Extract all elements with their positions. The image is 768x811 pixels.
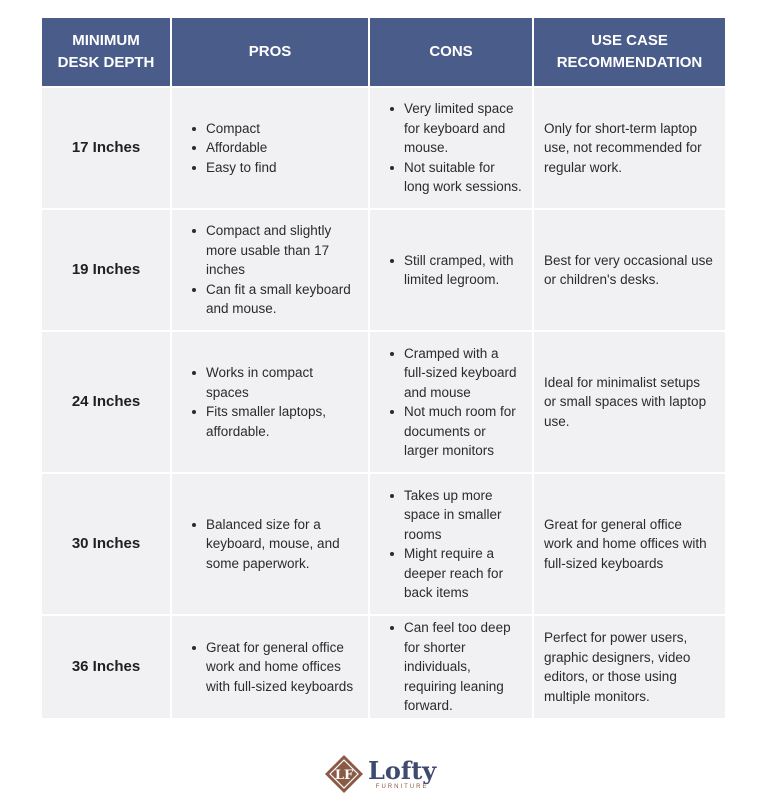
cons-list (380, 99, 522, 197)
list-item: Works in compact spaces (206, 363, 358, 402)
pros-list (182, 515, 358, 574)
row-cons (370, 616, 532, 718)
list-item: Cramped with a full-sized keyboard and mouse (404, 344, 522, 403)
row-use-case: Great for general office work and home offices with full-sized keyboards (534, 474, 725, 614)
row-pros (172, 210, 368, 330)
list-item: Easy to find (206, 158, 277, 178)
header-depth: MINIMUM DESK DEPTH (42, 18, 170, 86)
row-pros (172, 474, 368, 614)
header-pros: PROS (172, 18, 368, 86)
list-item: Balanced size for a keyboard, mouse, and some paperwork. (206, 515, 358, 574)
row-depth: 19 Inches (42, 210, 170, 330)
row-use-case: Ideal for minimalist setups or small spaces with laptop use. (534, 332, 725, 472)
list-item: Affordable (206, 138, 277, 158)
row-use-case: Perfect for power users, graphic designers, video editors, or those using multiple monitors. (534, 616, 725, 718)
list-item: Compact and slightly more usable than 17 inches (206, 221, 358, 280)
list-item: Fits smaller laptops, affordable. (206, 402, 358, 441)
comparison-table (42, 18, 725, 718)
row-use-case: Only for short-term laptop use, not recommended for regular work. (534, 88, 725, 208)
list-item: Not suitable for long work sessions. (404, 158, 522, 197)
cons-list (380, 251, 522, 290)
row-use-case: Best for very occasional use or children's desks. (534, 210, 725, 330)
pros-list (182, 119, 277, 178)
row-depth: 36 Inches (42, 616, 170, 718)
row-depth: 24 Inches (42, 332, 170, 472)
pros-list (182, 221, 358, 319)
logo-text (368, 755, 437, 791)
list-item: Can feel too deep for shorter individuals, requiring leaning forward. (404, 618, 522, 716)
list-item: Great for general office work and home offices with full-sized keyboards (206, 638, 358, 697)
list-item: Very limited space for keyboard and mouse. (404, 99, 522, 158)
lofty-mark-icon (324, 754, 364, 794)
logo-subtitle: FURNITURE (375, 783, 429, 790)
list-item: Still cramped, with limited legroom. (404, 251, 522, 290)
row-pros (172, 88, 368, 208)
list-item: Can fit a small keyboard and mouse. (206, 280, 358, 319)
logo-mark-letters: LF (334, 768, 354, 783)
row-depth: 17 Inches (42, 88, 170, 208)
row-cons (370, 332, 532, 472)
row-cons (370, 474, 532, 614)
pros-list (182, 363, 358, 441)
list-item: Compact (206, 119, 277, 139)
logo-name: Lofty (368, 755, 437, 785)
list-item: Takes up more space in smaller rooms (404, 486, 522, 545)
row-cons (370, 210, 532, 330)
list-item: Might require a deeper reach for back items (404, 544, 522, 603)
list-item: Not much room for documents or larger monitors (404, 402, 522, 461)
cons-list (380, 618, 522, 716)
row-pros (172, 332, 368, 472)
cons-list (380, 486, 522, 603)
row-cons (370, 88, 532, 208)
cons-list (380, 344, 522, 461)
pros-list (182, 638, 358, 697)
header-use-case: USE CASE RECOMMENDATION (534, 18, 725, 86)
row-pros (172, 616, 368, 718)
row-depth: 30 Inches (42, 474, 170, 614)
lofty-logo (324, 753, 448, 795)
header-cons: CONS (370, 18, 532, 86)
